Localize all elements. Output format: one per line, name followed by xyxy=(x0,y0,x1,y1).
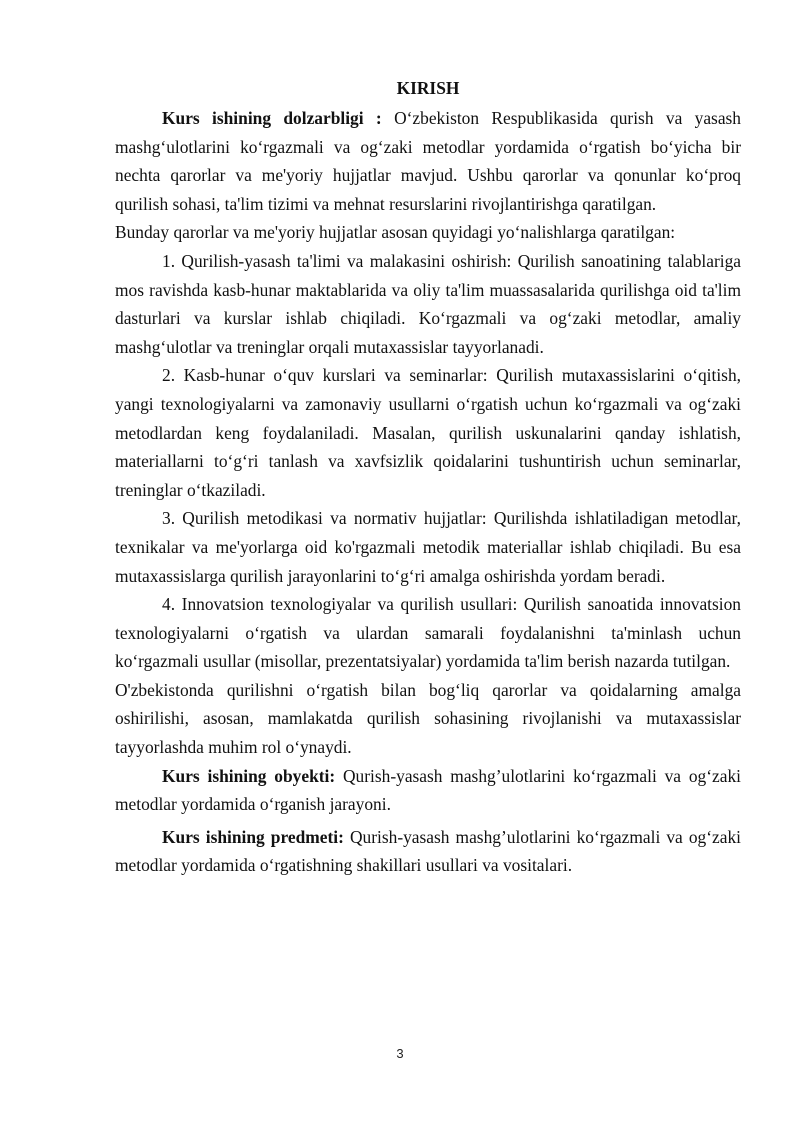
subject-text: Qurish-yasash mashg’ulotlarini ko‘rgazmali va og‘zaki metodlar yordamida o‘rgatishning shakillari usullari va vositalari. xyxy=(115,826,741,876)
list-item-1: 1. Qurilish-yasash ta'limi va malakasini oshirish: Qurilish sanoatining talablariga mos ravishda kasb-hunar maktablarida va oliy ta'lim muassasalarida qurilishga oid ta'lim dasturlari va kurslar ishlab chiqiladi. Ko‘rgazmali va og‘zaki metodlar, amaliy mashg‘ulotlar va treninglar orqali mutaxassislar tayyorlanadi. xyxy=(115,250,741,357)
directions-intro-paragraph: Bunday qarorlar va me'yoriy hujjatlar asosan quyidagi yo‘nalishlarga qaratilgan: xyxy=(115,222,676,243)
section-title: KIRISH xyxy=(396,78,460,98)
list-item-4: 4. Innovatsion texnologiyalar va qurilish usullari: Qurilish sanoatida innovatsion texnologiyalarni o‘rgatish va ulardan samarali foydalanishni ta'minlash uchun ko‘rgazmali usullar (misollar, prezentatsiyalar) yordamida ta'lim berish nazarda tutilgan. xyxy=(115,594,741,672)
page-number: 3 xyxy=(396,1046,404,1061)
conclusion-paragraph: O'zbekistonda qurilishni o‘rgatish bilan bog‘liq qarorlar va qoidalarning amalga oshirilishi, asosan, mamlakatda qurilish sohasining rivojlanishi va mutaxassislar tayyorlashda muhim rol o‘ynaydi. xyxy=(115,679,741,758)
object-text: Qurish-yasash mashg’ulotlarini ko‘rgazmali va og‘zaki metodlar yordamida o‘rganish jarayoni. xyxy=(115,765,741,815)
list-item-3: 3. Qurilish metodikasi va normativ hujjatlar: Qurilishda ishlatiladigan metodlar, texnikalar va me'yorlarga oid ko'rgazmali metodik materiallar ishlab chiqiladi. Bu esa mutaxassislarga qurilish jarayonlarini to‘g‘ri amalga oshirishda yordam beradi. xyxy=(115,508,741,586)
relevance-label: Kurs ishining dolzarbligi : xyxy=(162,108,382,128)
document-page xyxy=(115,74,741,880)
list-item-2: 2. Kasb-hunar o‘quv kurslari va seminarlar: Qurilish mutaxassislarini o‘qitish, yangi texnologiyalarni va zamonaviy usullarni o‘rgatish uchun ko‘rgazmali va og‘zaki metodlardan keng foydalaniladi. Masalan, qurilish uskunalarini qanday ishlatish, materiallarni to‘g‘ri tanlash va xavfsizlik qoidalarini tushuntirish uchun seminarlar, treninglar o‘tkaziladi. xyxy=(115,365,741,500)
subject-label: Kurs ishining predmeti: xyxy=(162,826,344,847)
relevance-paragraph xyxy=(115,104,741,218)
subject-paragraph xyxy=(115,823,741,880)
object-label: Kurs ishining obyekti: xyxy=(162,765,336,786)
object-paragraph xyxy=(115,762,741,819)
relevance-text: O‘zbekiston Respublikasida qurish va yasash mashg‘ulotlarini ko‘rgazmali va og‘zaki metodlar yordamida o‘rgatish bo‘yicha bir nechta qarorlar va me'yoriy hujjatlar mavjud. Ushbu qarorlar va qonunlar ko‘proq qurilish sohasi, ta'lim tizimi va mehnat resurslarini rivojlantirishga qaratilgan. xyxy=(115,108,742,214)
